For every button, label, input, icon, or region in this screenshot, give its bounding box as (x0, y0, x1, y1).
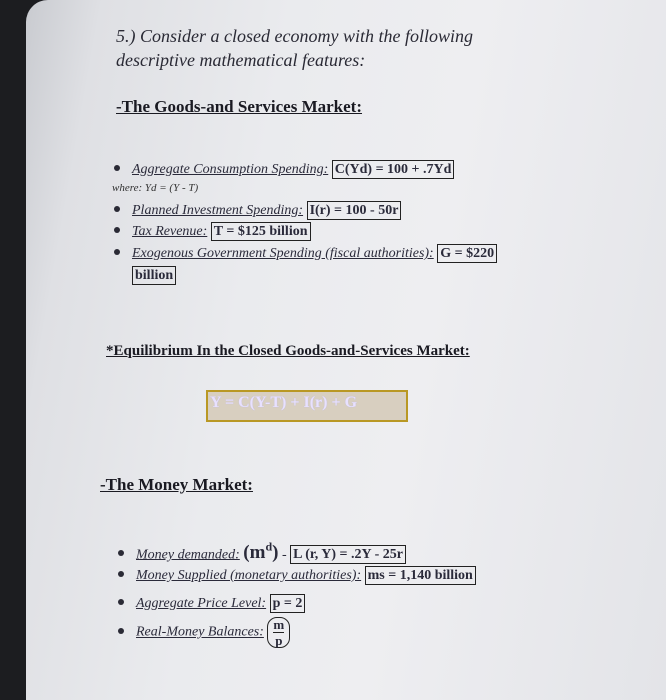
consumption-label: Aggregate Consumption Spending: (132, 162, 329, 177)
gov-spending-label: Exogenous Government Spending (fiscal authorities): (132, 246, 434, 261)
gov-spending-value-cont (132, 266, 176, 285)
question-line-2: descriptive mathematical features: (116, 50, 366, 70)
investment-value: I(r) = 100 - 50r (307, 201, 402, 220)
money-demand-symbol (243, 542, 278, 563)
money-supply-value: ms = 1,140 billion (365, 566, 476, 585)
question-title (116, 24, 473, 72)
question-line-1: 5.) Consider a closed economy with the following (116, 26, 473, 46)
goods-market-heading: -The Goods-and Services Market: (116, 97, 363, 116)
money-demand-label: Money demanded: (136, 547, 240, 563)
bullet-icon (118, 550, 124, 556)
money-demand-close: ) (272, 542, 279, 564)
bullet-icon (118, 628, 124, 634)
tax-item (114, 222, 311, 241)
money-supply-label: Money Supplied (monetary authorities): (136, 568, 362, 583)
bullet-icon (114, 165, 120, 171)
money-demand-sup: d (265, 540, 273, 554)
tax-value: T = $125 billion (211, 222, 311, 241)
money-demand-value: L (r, Y) = .2Y - 25r (290, 545, 406, 564)
bullet-icon (114, 206, 120, 212)
money-demand-m: (m (243, 542, 266, 564)
investment-item (114, 201, 401, 220)
where-clause: where: Yd = (Y - T) (112, 182, 199, 194)
price-level-item (118, 594, 305, 613)
tax-label: Tax Revenue: (132, 224, 208, 239)
bullet-icon (114, 227, 120, 233)
consumption-value: C(Yd) = 100 + .7Yd (332, 160, 455, 179)
real-money-item (118, 617, 290, 648)
money-market-heading: -The Money Market: (100, 475, 253, 494)
bullet-icon (118, 599, 124, 605)
bullet-icon (118, 571, 124, 577)
document-page (26, 0, 666, 700)
gov-spending-value-line2: billion (132, 266, 176, 285)
real-money-fraction (267, 617, 290, 648)
gov-spending-item (114, 244, 497, 263)
money-demand-item: Money demanded: $(m^d)$ - L (r, Y) = .2Y - 25r (118, 538, 406, 564)
equilibrium-equation: Y = C(Y-T) + I(r) + G (210, 394, 358, 411)
real-money-label: Real-Money Balances: (136, 624, 264, 640)
price-level-label: Aggregate Price Level: (136, 596, 267, 611)
bullet-icon (114, 249, 120, 255)
gov-spending-value: G = $220 (437, 244, 497, 263)
investment-label: Planned Investment Spending: (132, 203, 304, 218)
equilibrium-heading: *Equilibrium In the Closed Goods-and-Services Market: (106, 343, 470, 359)
fraction-numerator: m (273, 617, 285, 632)
consumption-item (114, 160, 454, 179)
money-supply-item (118, 566, 476, 585)
price-level-value: p = 2 (270, 594, 306, 613)
fraction-denominator: p (275, 633, 283, 648)
